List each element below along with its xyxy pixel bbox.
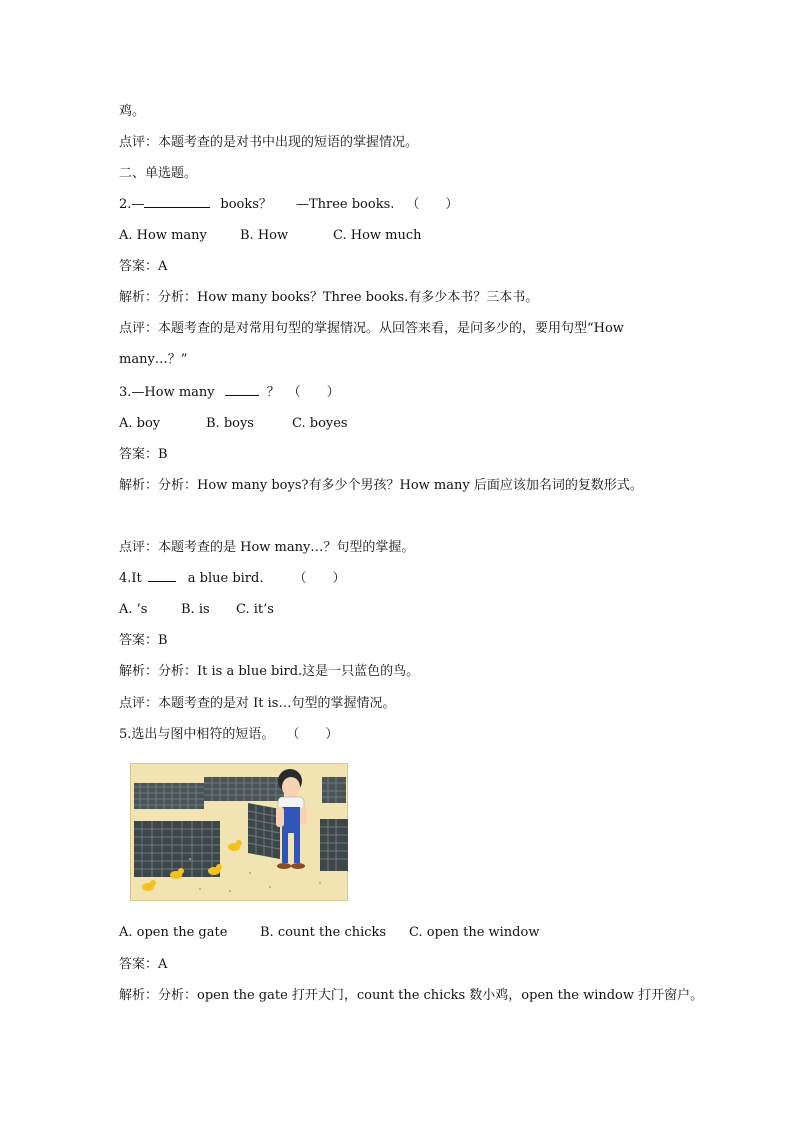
question-4 [119,569,346,589]
answer-blank [148,569,176,582]
option-b: B. How [240,228,289,243]
option-c: C. How much [333,228,422,243]
answer-line: 答案：A [119,259,168,274]
girl-opening-gate-illustration [130,763,348,901]
option-b: B. is [181,602,210,617]
answer-paren: （ ） [286,727,339,742]
question-text: —Three books. [295,197,395,212]
option-a: A. open the gate [119,925,228,940]
question-text: 3.—How many [119,385,215,400]
answer-line: 答案：A [119,957,168,972]
answer-paren: （ ） [293,571,346,586]
analysis-line: 解析：分析：It is a blue bird.这是一只蓝色的鸟。 [119,664,420,679]
answer-blank [144,195,210,208]
comment-line: 点评：本题考查的是对 It is…句型的掌握情况。 [119,696,396,711]
option-a: A. boy [119,416,161,431]
option-c: C. open the window [409,925,540,940]
option-a: A. ’s [119,602,148,617]
question-2 [119,195,458,215]
analysis-line: 解析：分析：open the gate 打开大门，count the chicks 数小鸡，open the window 打开窗户。 [119,988,704,1003]
option-c: C. boyes [292,416,348,431]
comment-line: 点评：本题考查的是对书中出现的短语的掌握情况。 [119,135,419,150]
answer-line: 答案：B [119,447,168,462]
question-number: 2.— [119,197,145,212]
analysis-line: 解析：分析：How many books？Three books.有多少本书？三本书。 [119,290,539,305]
option-b: B. count the chicks [260,925,387,940]
comment-line: 点评：本题考查的是对常用句型的掌握情况。从回答来看，是问多少的，要用句型“How [119,321,624,336]
answer-paren: （ ） [287,385,340,400]
comment-line: 点评：本题考查的是 How many…？句型的掌握。 [119,540,415,555]
question-text: books？ [220,197,272,212]
answer-line: 答案：B [119,633,168,648]
question-text: 4.It [119,571,142,586]
question-mark: ？ [266,385,280,400]
option-a: A. How many [119,228,207,243]
question-5 [119,725,338,745]
option-c: C. it’s [236,602,274,617]
option-b: B. boys [206,416,254,431]
answer-blank [225,383,259,396]
gate [248,803,280,859]
question-3 [119,383,340,403]
section-heading: 二、单选题。 [119,166,198,181]
question-text: a blue bird. [187,571,264,586]
analysis-line: 解析：分析：How many boys?有多少个男孩？How many 后面应该加名词的复数形式。 [119,478,643,493]
question-text: 5.选出与图中相符的短语。 [119,727,275,742]
answer-paren: （ ） [406,197,459,212]
comment-line-cont: many…？” [119,352,188,367]
text-line: 鸡。 [119,104,146,119]
